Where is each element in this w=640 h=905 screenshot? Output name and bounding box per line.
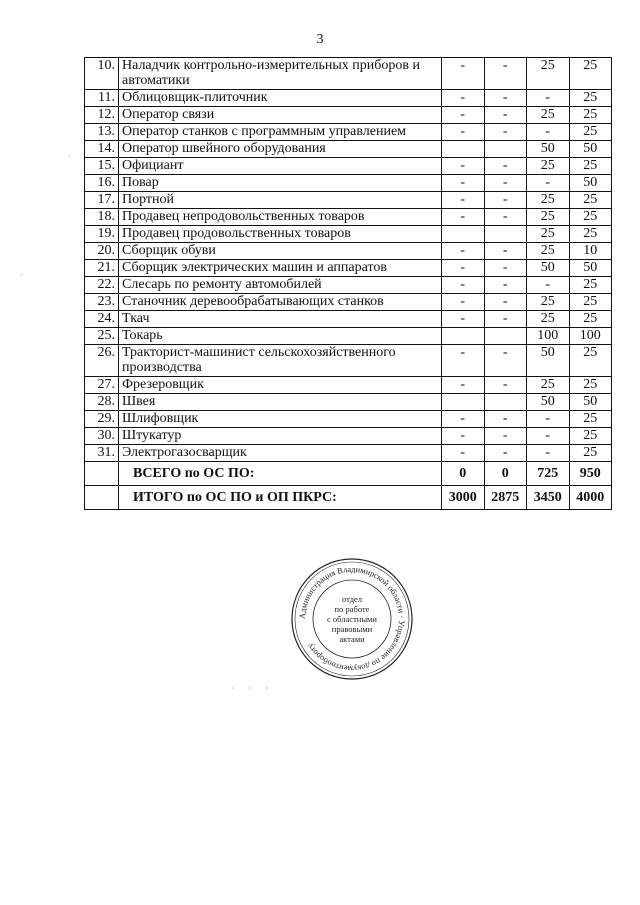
value-col-3: - (527, 428, 570, 445)
profession-name: Оператор станков с программным управлением (119, 124, 442, 141)
profession-name: Официант (119, 158, 442, 175)
seal-center-line: отдел (341, 594, 363, 604)
row-number: 19. (85, 226, 119, 243)
value-col-1: - (442, 260, 485, 277)
table-row (85, 192, 612, 209)
value-col-1: - (442, 107, 485, 124)
table-row (85, 107, 612, 124)
profession-name: Станочник деревообрабатывающих станков (119, 294, 442, 311)
table-row (85, 411, 612, 428)
profession-name: Продавец продовольственных товаров (119, 226, 442, 243)
row-number: 22. (85, 277, 119, 294)
value-col-3: 50 (527, 394, 570, 411)
value-col-4: 25 (569, 311, 612, 328)
profession-name: Тракторист-машинист сельскохозяйственного производства (119, 345, 442, 377)
seal-center-line: с областными (327, 614, 377, 624)
value-col-3: 25 (527, 294, 570, 311)
table-row (85, 377, 612, 394)
value-col-2: - (484, 345, 527, 377)
seal-center-line: правовыми (331, 624, 373, 634)
total-row (85, 462, 612, 486)
value-col-1 (442, 328, 485, 345)
row-number: 25. (85, 328, 119, 345)
value-col-4: 25 (569, 192, 612, 209)
value-col-4: 50 (569, 394, 612, 411)
scan-specks: · · · (232, 684, 274, 693)
table-row (85, 345, 612, 377)
profession-name: Облицовщик-плиточник (119, 90, 442, 107)
margin-speck: · (20, 271, 23, 280)
profession-name: Ткач (119, 311, 442, 328)
value-col-2: - (484, 175, 527, 192)
value-col-2: - (484, 445, 527, 462)
value-col-1: - (442, 175, 485, 192)
total-col-1: 3000 (442, 486, 485, 510)
value-col-1: - (442, 209, 485, 226)
value-col-2 (484, 226, 527, 243)
table-row (85, 311, 612, 328)
total-label: ИТОГО по ОС ПО и ОП ПКРС: (119, 486, 442, 510)
row-number: 10. (85, 58, 119, 90)
value-col-2: - (484, 243, 527, 260)
value-col-2: - (484, 192, 527, 209)
value-col-3: 50 (527, 345, 570, 377)
table-row (85, 58, 612, 90)
row-number: 16. (85, 175, 119, 192)
value-col-1: - (442, 345, 485, 377)
value-col-3: 25 (527, 107, 570, 124)
table-body (85, 58, 612, 510)
value-col-2: - (484, 209, 527, 226)
row-number: 18. (85, 209, 119, 226)
profession-name: Наладчик контрольно-измерительных приборов и автоматики (119, 58, 442, 90)
value-col-4: 25 (569, 377, 612, 394)
row-number: 31. (85, 445, 119, 462)
row-number: 12. (85, 107, 119, 124)
seal-center-line: актами (339, 634, 365, 644)
enrollment-table (84, 57, 612, 510)
official-seal (290, 557, 414, 681)
row-number: 24. (85, 311, 119, 328)
value-col-4: 25 (569, 345, 612, 377)
value-col-1: - (442, 445, 485, 462)
value-col-2: - (484, 311, 527, 328)
profession-name: Слесарь по ремонту автомобилей (119, 277, 442, 294)
total-col-3: 725 (527, 462, 570, 486)
value-col-4: 25 (569, 445, 612, 462)
table-row (85, 175, 612, 192)
value-col-3: - (527, 90, 570, 107)
value-col-4: 25 (569, 294, 612, 311)
value-col-3: 25 (527, 209, 570, 226)
value-col-4: 25 (569, 277, 612, 294)
row-number: 28. (85, 394, 119, 411)
value-col-2: - (484, 107, 527, 124)
row-number: 15. (85, 158, 119, 175)
profession-name: Повар (119, 175, 442, 192)
value-col-3: - (527, 411, 570, 428)
value-col-3: - (527, 445, 570, 462)
row-number: 26. (85, 345, 119, 377)
table-row (85, 428, 612, 445)
table-row (85, 226, 612, 243)
value-col-2: - (484, 428, 527, 445)
profession-name: Штукатур (119, 428, 442, 445)
value-col-4: 25 (569, 158, 612, 175)
row-number: 23. (85, 294, 119, 311)
total-col-1: 0 (442, 462, 485, 486)
value-col-1: - (442, 158, 485, 175)
row-number: 20. (85, 243, 119, 260)
total-col-3: 3450 (527, 486, 570, 510)
table-row (85, 445, 612, 462)
value-col-4: 25 (569, 58, 612, 90)
value-col-3: 25 (527, 311, 570, 328)
total-col-2: 2875 (484, 486, 527, 510)
profession-name: Электрогазосварщик (119, 445, 442, 462)
empty-cell (85, 462, 119, 486)
row-number: 29. (85, 411, 119, 428)
value-col-2: - (484, 411, 527, 428)
value-col-3: - (527, 175, 570, 192)
value-col-1 (442, 394, 485, 411)
value-col-2: - (484, 158, 527, 175)
profession-name: Сборщик электрических машин и аппаратов (119, 260, 442, 277)
page-number: 3 (316, 32, 324, 47)
value-col-1 (442, 141, 485, 158)
total-col-4: 950 (569, 462, 612, 486)
margin-speck: · (68, 152, 71, 161)
value-col-4: 25 (569, 209, 612, 226)
value-col-2 (484, 141, 527, 158)
total-row (85, 486, 612, 510)
value-col-1: - (442, 428, 485, 445)
profession-name: Швея (119, 394, 442, 411)
value-col-2: - (484, 90, 527, 107)
value-col-2: - (484, 124, 527, 141)
value-col-4: 25 (569, 90, 612, 107)
table-row (85, 277, 612, 294)
value-col-4: 10 (569, 243, 612, 260)
profession-name: Сборщик обуви (119, 243, 442, 260)
value-col-4: 25 (569, 226, 612, 243)
value-col-3: - (527, 124, 570, 141)
value-col-2: - (484, 377, 527, 394)
profession-name: Продавец непродовольственных товаров (119, 209, 442, 226)
value-col-4: 50 (569, 141, 612, 158)
total-col-2: 0 (484, 462, 527, 486)
value-col-4: 25 (569, 124, 612, 141)
row-number: 13. (85, 124, 119, 141)
value-col-1 (442, 226, 485, 243)
value-col-3: 50 (527, 260, 570, 277)
value-col-1: - (442, 124, 485, 141)
profession-name: Шлифовщик (119, 411, 442, 428)
value-col-1: - (442, 243, 485, 260)
value-col-3: 50 (527, 141, 570, 158)
row-number: 30. (85, 428, 119, 445)
profession-name: Оператор швейного оборудования (119, 141, 442, 158)
value-col-4: 50 (569, 260, 612, 277)
profession-name: Портной (119, 192, 442, 209)
value-col-1: - (442, 294, 485, 311)
table-row (85, 124, 612, 141)
value-col-3: 25 (527, 243, 570, 260)
table-row (85, 260, 612, 277)
value-col-2: - (484, 294, 527, 311)
table-row (85, 209, 612, 226)
value-col-2 (484, 328, 527, 345)
value-col-1: - (442, 311, 485, 328)
value-col-2 (484, 394, 527, 411)
value-col-4: 25 (569, 411, 612, 428)
table-row (85, 328, 612, 345)
value-col-3: 25 (527, 226, 570, 243)
total-col-4: 4000 (569, 486, 612, 510)
empty-cell (85, 486, 119, 510)
value-col-2: - (484, 260, 527, 277)
seal-ring-text: Администрация Владимирской области · Управление по документообороту (297, 564, 407, 674)
value-col-4: 50 (569, 175, 612, 192)
value-col-3: - (527, 277, 570, 294)
total-label: ВСЕГО по ОС ПО: (119, 462, 442, 486)
seal-center-line: по работе (334, 604, 370, 614)
value-col-3: 25 (527, 158, 570, 175)
profession-name: Фрезеровщик (119, 377, 442, 394)
value-col-3: 100 (527, 328, 570, 345)
table-row (85, 90, 612, 107)
value-col-2: - (484, 58, 527, 90)
value-col-4: 25 (569, 107, 612, 124)
row-number: 27. (85, 377, 119, 394)
row-number: 14. (85, 141, 119, 158)
value-col-2: - (484, 277, 527, 294)
table-row (85, 243, 612, 260)
value-col-1: - (442, 192, 485, 209)
value-col-3: 25 (527, 58, 570, 90)
row-number: 21. (85, 260, 119, 277)
value-col-4: 100 (569, 328, 612, 345)
profession-name: Оператор связи (119, 107, 442, 124)
value-col-1: - (442, 377, 485, 394)
value-col-3: 25 (527, 192, 570, 209)
profession-name: Токарь (119, 328, 442, 345)
value-col-1: - (442, 58, 485, 90)
value-col-4: 25 (569, 428, 612, 445)
table-row (85, 158, 612, 175)
table-row (85, 294, 612, 311)
table-row (85, 141, 612, 158)
value-col-1: - (442, 277, 485, 294)
value-col-1: - (442, 411, 485, 428)
value-col-1: - (442, 90, 485, 107)
table-row (85, 394, 612, 411)
row-number: 11. (85, 90, 119, 107)
row-number: 17. (85, 192, 119, 209)
value-col-3: 25 (527, 377, 570, 394)
